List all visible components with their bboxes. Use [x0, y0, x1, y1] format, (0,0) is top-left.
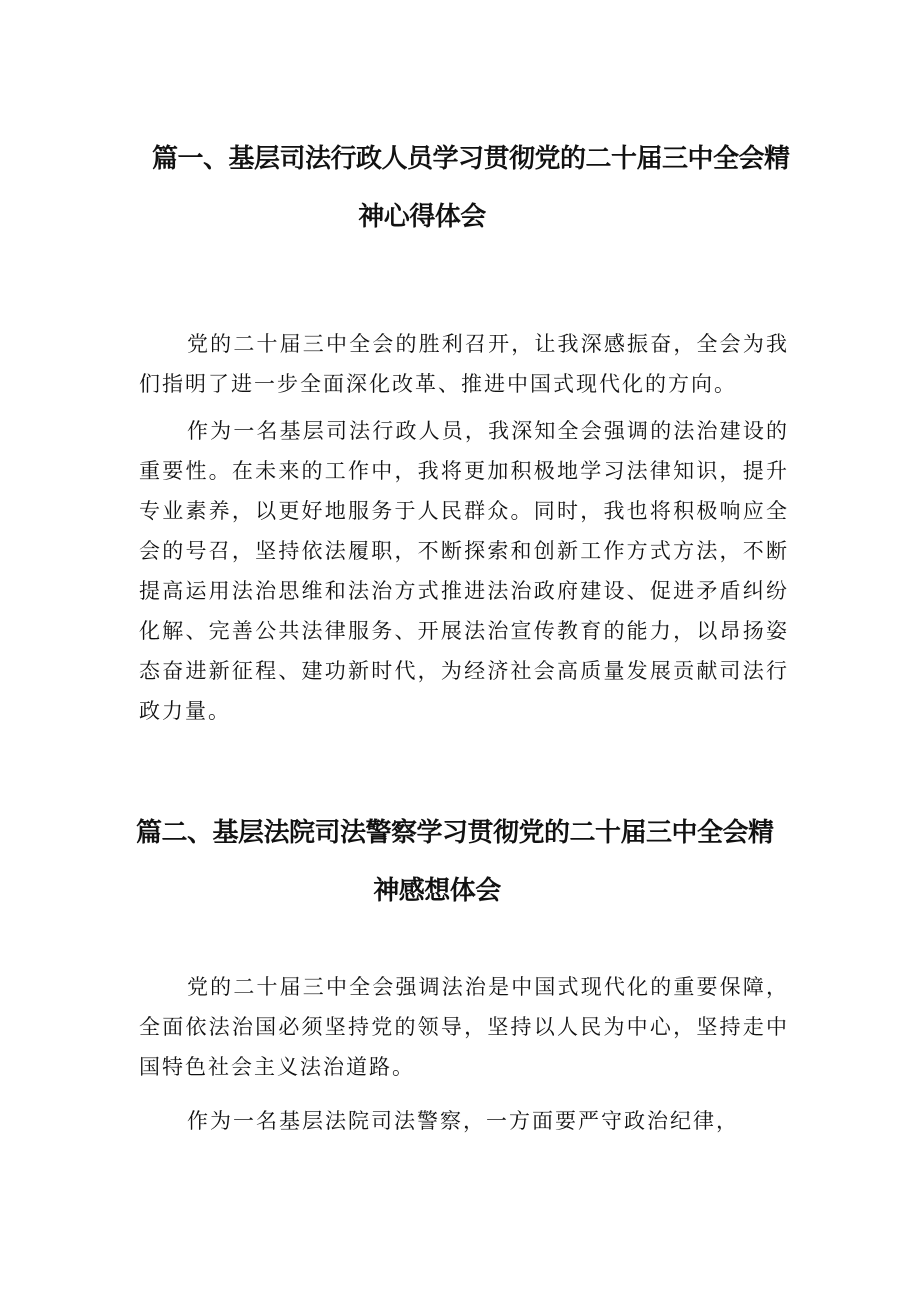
section2-paragraph-1: 党的二十届三中全会强调法治是中国式现代化的重要保障，全面依法治国必须坚持党的领导，坚持以人民为中心，坚持走中国特色社会主义法治道路。	[139, 975, 789, 1079]
section1-title	[152, 130, 792, 246]
section2-title-line1: 篇二、基层法院司法警察学习贯彻党的二十届三中全会精	[136, 818, 774, 848]
section1-title-line1: 篇一、基层司法行政人员学习贯彻党的二十届三中全会精	[152, 144, 790, 174]
section2-paragraph-2: 作为一名基层法院司法警察，一方面要严守政治纪律，	[187, 1109, 739, 1133]
section1-paragraph-1: 党的二十届三中全会的胜利召开，让我深感振奋，全会为我们指明了进一步全面深化改革、推进中国式现代化的方向。	[139, 332, 789, 396]
section1-title-line2: 神心得体会	[358, 202, 486, 232]
section1-paragraph-2: 作为一名基层司法行政人员，我深知全会强调的法治建设的重要性。在未来的工作中，我将更加积极地学习法律知识，提升专业素养，以更好地服务于人民群众。同时，我也将积极响应全会的号召，坚持依法履职，不断探索和创新工作方式方法，不断提高运用法治思维和法治方式推进法治政府建设、促进矛盾纠纷化解、完善公共法律服务、开展法治宣传教育的能力，以昂扬姿态奋进新征程、建功新时代，为经济社会高质量发展贡献司法行政力量。	[139, 419, 789, 723]
section2-title	[136, 804, 776, 920]
section2-title-line2: 神感想体会	[373, 876, 501, 906]
